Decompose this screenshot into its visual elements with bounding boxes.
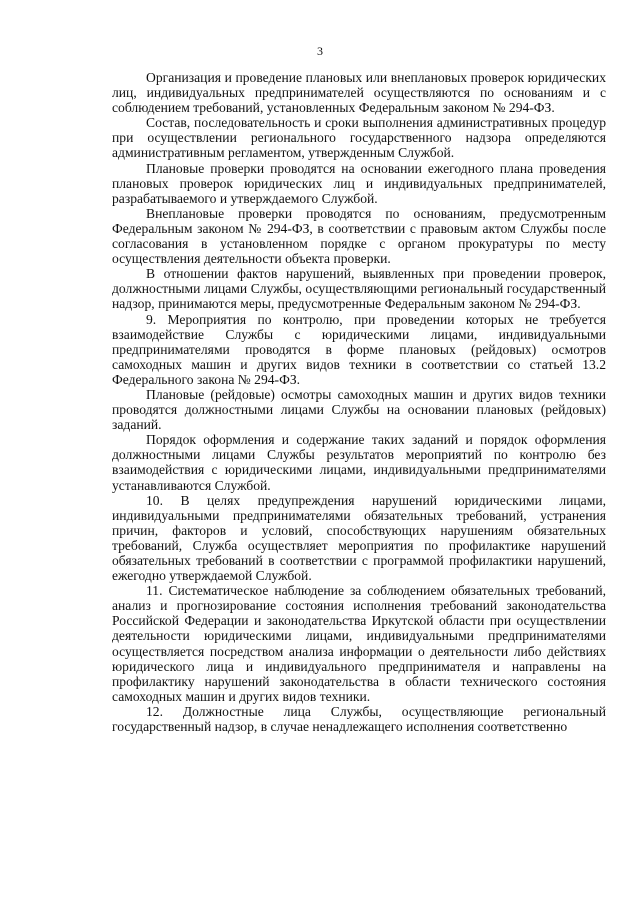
paragraph: Плановые проверки проводятся на основании ежегодного плана проведения плановых проверок юридических лиц и индивидуальных предпринимателей, разрабатываемого и утверждаемого Службой. (112, 160, 606, 206)
page-number: 3 (317, 44, 323, 58)
document-body (112, 70, 606, 734)
paragraph: Внеплановые проверки проводятся по основаниям, предусмотренным Федеральным законом № 294-ФЗ, в соответствии с правовым актом Службы после согласования в установленном порядке с органом прокуратуры по месту осуществления деятельности объекта проверки. (112, 205, 606, 267)
paragraph-item-9: 9. Мероприятия по контролю, при проведении которых не требуется взаимодействие Службы с юридическими лицами, индивидуальными предпринимателями проводятся в форме плановых (рейдовых) осмотров самоходных машин и других видов техники в соответствии со статьей 13.2 Федерального закона № 294-ФЗ. (112, 311, 606, 387)
paragraph: Плановые (рейдовые) осмотры самоходных машин и других видов техники проводятся должностными лицами Службы на основании плановых (рейдовых) заданий. (112, 386, 606, 433)
paragraph-item-10: 10. В целях предупреждения нарушений юридическими лицами, индивидуальными предпринимателями обязательных требований, устранения причин, факторов и условий, способствующих нарушениям обязательных требований, Служба осуществляет мероприятия по профилактике нарушений обязательных требований в соответствии с программой профилактики нарушений, ежегодно утверждаемой Службой. (112, 492, 606, 584)
paragraph-item-12: 12. Должностные лица Службы, осуществляющие региональный государственный надзор, в случае ненадлежащего исполнения соответственно (112, 703, 606, 735)
paragraph: Порядок оформления и содержание таких заданий и порядок оформления должностными лицами Службы результатов мероприятий по контролю без взаимодействия с юридическими лицами, индивидуальными предпринимателями устанавливаются Службой. (112, 432, 606, 493)
paragraph: Состав, последовательность и сроки выполнения административных процедур при осуществлении регионального государственного надзора определяются административным регламентом, утвержденным Службой. (112, 115, 606, 161)
paragraph: В отношении фактов нарушений, выявленных при проведении проверок, должностными лицами Службы, осуществляющими региональный государственный надзор, принимаются меры, предусмотренные Федеральным законом № 294-ФЗ. (112, 266, 606, 312)
paragraph: Организация и проведение плановых или внеплановых проверок юридических лиц, индивидуальных предпринимателей осуществляются по основаниям и с соблюдением требований, установленных Федеральным законом № 294-ФЗ. (112, 70, 606, 116)
paragraph-item-11: 11. Систематическое наблюдение за соблюдением обязательных требований, анализ и прогнозирование состояния исполнения требований законодательства Российской Федерации и законодательства Иркутской области при осуществлении деятельности юридическими лицами, индивидуальными предпринимателями осуществляется посредством анализа информации о деятельности либо действиях юридического лица и индивидуального предпринимателя и направлены на профилактику нарушений законодательства в области технического состояния самоходных машин и других видов техники. (112, 583, 606, 704)
